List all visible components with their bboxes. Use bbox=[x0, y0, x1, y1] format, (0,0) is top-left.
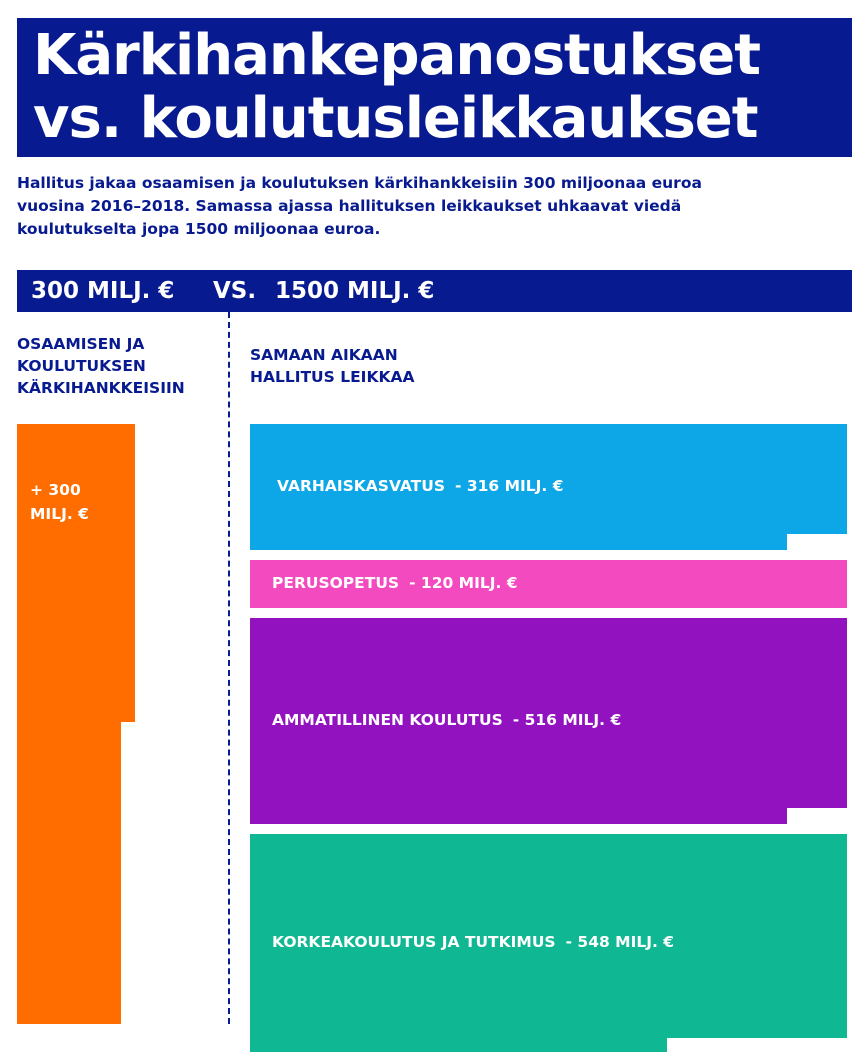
comparison-banner bbox=[17, 270, 852, 312]
cut-bar-4 bbox=[250, 834, 847, 1052]
right-column-heading: SAMAAN AIKAAN HALLITUS LEIKKAA bbox=[250, 346, 415, 386]
investment-bar-label: + 300 MILJ. € bbox=[30, 481, 89, 523]
cut-value: - 120 MILJ. € bbox=[409, 574, 518, 592]
cut-category: AMMATILLINEN KOULUTUS bbox=[272, 711, 503, 729]
investment-bar-base bbox=[17, 722, 121, 1024]
cut-label-3 bbox=[272, 711, 621, 729]
cut-value: - 516 MILJ. € bbox=[512, 711, 622, 729]
title-banner bbox=[17, 18, 852, 157]
cut-value: - 548 MILJ. € bbox=[565, 933, 675, 951]
title-line-1: Kärkihankepanostukset bbox=[33, 23, 760, 88]
cut-bar-notch bbox=[787, 534, 847, 550]
left-column-heading: OSAAMISEN JA KOULUTUKSEN KÄRKIHANKKEISIIN bbox=[17, 335, 185, 397]
cut-bar-notch bbox=[667, 1038, 847, 1052]
cut-label-2 bbox=[272, 574, 518, 592]
cut-bar-notch bbox=[787, 808, 847, 824]
cut-bar-2 bbox=[250, 560, 847, 608]
cut-label-1 bbox=[277, 477, 564, 495]
cut-category: KORKEAKOULUTUS JA TUTKIMUS bbox=[272, 933, 556, 951]
title-line-2: vs. koulutusleikkaukset bbox=[33, 86, 758, 151]
cut-bar-3 bbox=[250, 618, 847, 824]
cut-category: VARHAISKASVATUS bbox=[277, 477, 446, 495]
investment-total: 300 MILJ. € bbox=[31, 278, 175, 304]
cut-label-4 bbox=[272, 933, 674, 951]
column-divider bbox=[228, 312, 230, 1024]
cut-value: - 316 MILJ. € bbox=[455, 477, 564, 495]
vs-label: VS. bbox=[213, 278, 257, 304]
cut-category: PERUSOPETUS bbox=[272, 574, 400, 592]
cuts-total: 1500 MILJ. € bbox=[275, 278, 435, 304]
investment-bar bbox=[17, 424, 135, 722]
cut-bar-1 bbox=[250, 424, 847, 550]
intro-text: Hallitus jakaa osaamisen ja koulutuksen kärkihankkeisiin 300 miljoonaa euroa vuosina 2016–2018. Samassa ajassa hallituksen leikkaukset uhkaavat viedä koulutukselta jopa 1500 miljoonaa euroa. bbox=[17, 174, 702, 238]
